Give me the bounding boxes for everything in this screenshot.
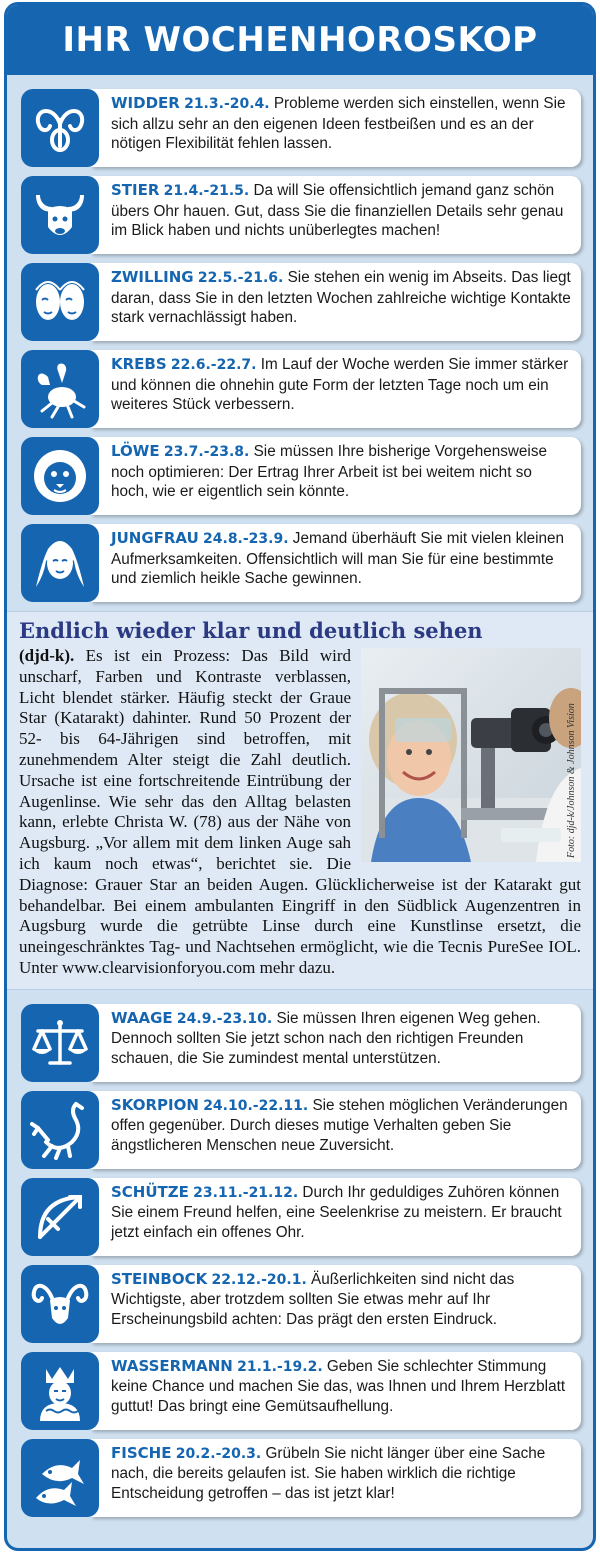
sign-name: SKORPION [111,1095,199,1114]
sign-entry-schütze [21,1178,593,1256]
signs-list-top [7,75,593,602]
sign-forecast: Sie müssen Ihren eigenen Weg gehen. Dennoch sollten Sie jetzt schon nach den richtigen Freunden schauen, die Sie zumindest mental unterstützen. [111,1009,541,1067]
sign-text-box [91,176,581,254]
aquarius-icon [21,1352,99,1430]
sign-forecast: Sie stehen ein wenig im Abseits. Das liegt daran, dass Sie in den letzten Wochen zahlreiche wichtige Kontakte stark vernachlässigt haben. [111,269,571,326]
sign-dates: 24.10.-22.11. [203,1097,309,1114]
sign-name: STEINBOCK [111,1269,208,1288]
virgo-icon [21,524,99,602]
sign-forecast: Im Lauf der Woche werden Sie immer stärker und können die ohnehin gute Form der letzten Tage noch um ein weiteres Stück verbessern. [111,356,569,413]
sign-text-box [91,350,581,428]
sign-name: SCHÜTZE [111,1182,189,1201]
sign-dates: 22.12.-20.1. [211,1271,307,1288]
horoscope-panel [4,2,596,1551]
photo-credit: Foto: djd-k/Johnson & Johnson Vision [566,703,578,858]
sign-dates: 21.3.-20.4. [184,96,270,112]
sign-entry-krebs [21,350,593,428]
sign-entry-löwe [21,437,593,515]
article-photo [361,648,581,862]
sign-name: WASSERMANN [111,1356,233,1375]
leo-icon [21,437,99,515]
sign-text-box [91,1439,581,1517]
sign-text-box [91,437,581,515]
sign-dates: 24.8.-23.9. [203,531,289,547]
sign-dates: 23.11.-21.12. [193,1184,299,1201]
sign-dates: 21.1.-19.2. [237,1358,323,1375]
sign-forecast: Probleme werden sich einstellen, wenn Sie sich allzu sehr an den eigenen Ideen festbeißen und es an der nötigen Flexibilität fehlen lassen. [111,95,566,152]
libra-icon [21,1004,99,1082]
sign-text-box [91,1091,581,1169]
sign-text-box [91,1265,581,1343]
sign-forecast: Sie müssen Ihre bisherige Vorgehensweise noch optimieren: Der Ertrag Ihrer Arbeit ist bei weitem nicht so hoch, wie er eigentlich sein könnte. [111,443,547,500]
gemini-icon [21,263,99,341]
sign-forecast: Durch Ihr geduldiges Zuhören können Sie einem Freund helfen, eine Seelenkrise zu meistern. Er braucht jetzt einfach ein offenes Ohr. [111,1183,562,1241]
sign-text-box [91,1004,581,1082]
sign-entry-jungfrau [21,524,593,602]
sign-dates: 21.4.-21.5. [163,183,250,199]
sign-dates: 22.6.-22.7. [170,357,257,373]
cancer-icon [21,350,99,428]
sign-entry-waage [21,1004,593,1082]
scorpio-icon [21,1091,99,1169]
sign-forecast: Geben Sie schlechter Stimmung keine Chance und machen Sie das, was Ihnen und Ihrem Herzblatt guttut! Das bringt eine Gemütsaufhellung. [111,1357,566,1415]
article-body [19,646,581,979]
taurus-icon [21,176,99,254]
sign-name: STIER [111,181,160,199]
sign-entry-steinbock [21,1265,593,1343]
sign-forecast: Äußerlichkeiten sind nicht das Wichtigste, aber trotzdem sollten Sie etwas mehr auf Ihr Erscheinungsbild achten: Das prägt den ersten Eindruck. [111,1270,515,1328]
sign-forecast: Da will Sie offensichtlich jemand ganz schön übers Ohr hauen. Gut, dass Sie die finanziellen Details sehr genau im Blick haben und nichts unüberlegtes machen! [111,182,564,239]
article [7,611,593,990]
sign-entry-wassermann [21,1352,593,1430]
sign-text-box [91,1352,581,1430]
sign-dates: 22.5.-21.6. [197,270,284,286]
sign-dates: 20.2.-20.3. [175,1445,262,1462]
sign-entry-stier [21,176,593,254]
sign-name: LÖWE [111,442,160,460]
sign-name: ZWILLING [111,268,194,286]
sign-text-box [91,524,581,602]
sign-forecast: Sie stehen möglichen Veränderungen offen gegenüber. Durch dieses mutige Verhalten geben Sie ängstlicheren Menschen neue Zuversicht. [111,1096,568,1154]
page-title: IHR WOCHENHOROSKOP [7,5,593,75]
sign-entry-skorpion [21,1091,593,1169]
aries-icon [21,89,99,167]
sign-text-box [91,89,581,167]
sign-entry-zwilling [21,263,593,341]
sign-name: WAAGE [111,1008,173,1027]
signs-list-bottom [7,1004,593,1517]
capricorn-icon [21,1265,99,1343]
sign-entry-widder [21,89,593,167]
sign-text-box [91,263,581,341]
article-lead: (djd-k). [19,646,75,665]
sign-forecast: Jemand überhäuft Sie mit vielen kleinen Aufmerksamkeiten. Offensichtlich will man Sie für eine bestimmte und ziemlich heikle Sache gewinnen. [111,530,565,587]
pisces-icon [21,1439,99,1517]
sign-name: FISCHE [111,1443,172,1462]
sign-dates: 24.9.-23.10. [176,1010,273,1027]
sign-name: KREBS [111,355,167,373]
article-title: Endlich wieder klar und deutlich sehen [19,618,483,643]
sign-dates: 23.7.-23.8. [163,444,250,460]
sign-text-box [91,1178,581,1256]
eye-exam-photo [361,648,581,862]
sign-entry-fische [21,1439,593,1517]
sagittarius-icon [21,1178,99,1256]
sign-forecast: Grübeln Sie nicht länger über eine Sache nach, die bereits gelaufen ist. Sie haben wirklich die richtige Entscheidung getroffen – das ist jetzt klar! [111,1444,546,1502]
sign-name: WIDDER [111,94,180,112]
article-text: Es ist ein Prozess: Das Bild wird unscharf, Farben und Kontraste verblassen, Licht blendet stärker. Häufig steckt der Graue Star (Katarakt) dahinter. Rund 50 Prozent der 52- bis 64-Jährigen sind betroffen, mit zunehmendem Alter steigt die Zahl deutlich. Ursache ist eine fortschreitende Eintrübung der Augenlinse. Wie sehr das den Alltag belasten kann, erlebte Christa W. (78) aus der Nähe von Augsburg. „Vor allem mit dem linken Auge sah ich kaum noch etwas“, berichtet sie. Die Diagnose: Grauer Star an beiden Augen. Glücklicherweise ist der Katarakt gut behandelbar. Bei einem ambulanten Eingriff in den Südblick Augenzentren in Augsburg wurde die getrübte Linse durch eine Kunstlinse ersetzt, die uneingeschränktes Tag- und Nachtsehen ermöglicht, wie die Tecnis PureSee IOL. Unter www.clearvisionforyou.com mehr dazu. [19,646,581,977]
sign-name: JUNGFRAU [111,529,199,547]
